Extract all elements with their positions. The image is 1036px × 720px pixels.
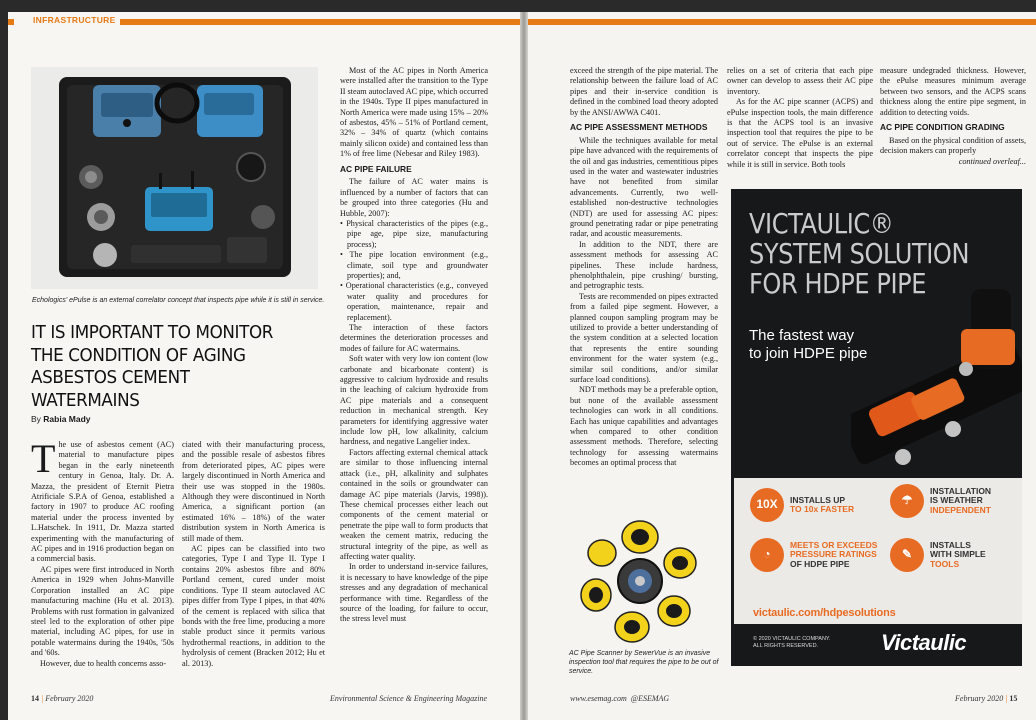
paragraph: While the techniques available for metal pipe have advanced with the requirements of the oil and gas industries, cementitious pipes used in the water and wastewater industries have not benefited from similar advancements. Currently, two well-established non-destructive technologies (NDT) are used for assessing AC pipes: ground penetrating radar or pipe penetrating radar, and acoustic measurements. bbox=[570, 135, 718, 239]
paragraph: ciated with their manufacturing process, and the possible resale of asbestos fibres from deteriorated pipes, AC pipes were largely discontinued in North America and their use was stopped in the 1980s. Although they were discontinued in North America, a significant portion (an estimated 16% – 18%) of the water distribution system in North America is still made of them. bbox=[182, 440, 325, 543]
paragraph: NDT methods may be a preferable option, but none of the available assessment technologies can work in all conditions. Each has unique capabilities and advantages when compared to other condition assessment methods. Therefore, selecting technology for assessing watermains becomes an optimal process that bbox=[570, 385, 718, 468]
paragraph: The interaction of these factors determines the deterioration processes and modes of failure for AC watermains. bbox=[340, 323, 488, 353]
wrench-icon: ✎ bbox=[890, 538, 924, 572]
weather-icon: ☂ bbox=[890, 484, 924, 518]
page-number: 14 bbox=[31, 694, 39, 703]
paragraph: The failure of AC water mains is influenced by a number of factors that can be grouped into three categories (Hu and Hubble, 2007): bbox=[340, 177, 488, 218]
feature-text: OF HDPE PIPE bbox=[790, 558, 850, 569]
paragraph: relies on a set of criteria that each pipe owner can develop to assess their AC pipe inventory. bbox=[727, 66, 873, 96]
feature-text: PRESSURE RATINGS bbox=[790, 549, 877, 560]
spine-gutter bbox=[520, 12, 528, 720]
list-item: • The pipe location environment (e.g., climate, soil type and groundwater properties); and, bbox=[340, 250, 488, 281]
continued-note[interactable]: continued overleaf... bbox=[958, 156, 1026, 166]
scanner-caption: AC Pipe Scanner by SewerVue is an invasive inspection tool that requires the pipe to be out of service. bbox=[569, 650, 719, 676]
issue-date: February 2020 bbox=[45, 694, 94, 703]
paragraph: exceed the strength of the pipe material. The relationship between the failure load of AC pipes and their in-service condition is defined in the combined load theory adopted by the ANSI/AWWA C401. bbox=[570, 66, 718, 117]
article-column-1 bbox=[31, 436, 174, 669]
paragraph: he use of asbestos cement (AC) material to manufacture pipes began in the early nineteenth century in Genoa, Italy. Dr. A. Mazza, the president of Eternit Pietra Atrificiale S.P.A of Genoa, established a factory in 1907 to produce AC roofing material under the process invented by L.Hatschek. In 1911, Dr. Mazza started experimenting with the manufacturing of AC pipes and in 1916 production began on a commercial basis. bbox=[31, 440, 174, 564]
factor-list bbox=[340, 219, 488, 323]
website[interactable]: www.esemag.com bbox=[570, 694, 627, 703]
gauge-icon: ◔ bbox=[750, 538, 784, 572]
paragraph: Most of the AC pipes in North America were installed after the transition to the Type II steam autoclaved AC pipe, which occurred in the 1940s. Type II pipes manufactured in North America were made using 15% – 20% of asbestos, 45% – 51% of Portland cement, 32% – 34% of quartz (which contains mainly silicon oxide) and contained less than 1% of free lime (Nebesar and Riley 1983). bbox=[340, 66, 489, 159]
subheading: AC PIPE CONDITION GRADING bbox=[880, 122, 1005, 133]
feature-text: INSTALLS bbox=[930, 539, 971, 550]
list-item: • Operational characteristics (e.g., conveyed water quality and procedures for operation, maintenance, repair and replacement). bbox=[340, 281, 488, 323]
article-column-5 bbox=[727, 66, 873, 170]
social-handle[interactable]: @ESEMAG bbox=[630, 694, 670, 703]
paragraph: AC pipes can be classified into two categories, Type I and Type II. Type I contains 20% asbestos fibre and 80% Portland cement, cured under moist conditions. Type II steam autoclaved AC pipes differ from Type I pipes, in that 40% of the cement is replaced with silica that bonds with the free lime, producing a more stable product since it permits various hydrothermal reactions, in addition to the hydrolysis of cement (Bracken 2012; Hu et al. 2013). bbox=[182, 544, 325, 668]
photo-caption: Echologics' ePulse is an external correlator concept that inspects pipe while it is still in service. bbox=[32, 297, 325, 304]
feature-text: TO 10x FASTER bbox=[790, 504, 855, 514]
paragraph: In addition to the NDT, there are assessment methods for assessing AC pipelines. These include hardness, phenolphthalein, pipe crushing/ bursting, and petrographic tests. bbox=[570, 239, 718, 291]
byline-prefix: By bbox=[31, 414, 41, 424]
article-headline: IT IS IMPORTANT TO MONITOR THE CONDITION OF AGING ASBESTOS CEMENT WATERMAINS bbox=[31, 322, 274, 411]
feature-speed bbox=[750, 488, 854, 522]
feature-text: INSTALLS UP bbox=[790, 494, 846, 505]
article-column-4 bbox=[570, 66, 718, 469]
victaulic-ad[interactable] bbox=[731, 189, 1022, 666]
article-column-2 bbox=[182, 440, 325, 669]
victaulic-logo: Victaulic bbox=[881, 630, 967, 655]
feature-weather bbox=[890, 484, 991, 518]
feature-text: INDEPENDENT bbox=[930, 504, 991, 515]
paragraph: measure undegraded thickness. However, the ePulse measures minimum average between two sensors, and the ACPS scans thickness along the entire pipe segment, in addition to detecting voids. bbox=[880, 66, 1026, 117]
issue-date: February 2020 bbox=[955, 694, 1004, 703]
header-rule bbox=[528, 19, 1036, 25]
paragraph: Based on the physical condition of assets, decision makers can properly bbox=[880, 135, 1026, 156]
paragraph: Soft water with very low ion content (low carbonate and bicarbonate content) is aggressive to calcium hydroxide and results in the leaching of calcium hydroxide from AC pipe materials and a consequent reduction in mechanical strength. Key parameters for identifying aggressive water include low pH, low alkalinity, calcium hardness, and negative Langelier index. bbox=[340, 354, 488, 447]
right-folio bbox=[955, 694, 1017, 703]
feature-tools bbox=[890, 538, 986, 572]
ad-subtitle-line: The fastest way bbox=[749, 327, 855, 344]
list-item: • Physical characteristics of the pipes (e.g., pipe age, pipe size, manufacturing process); bbox=[340, 219, 488, 250]
separator: | bbox=[1005, 694, 1008, 703]
byline-author: Rabia Mady bbox=[43, 414, 91, 424]
feature-text: MEETS OR EXCEEDS bbox=[790, 539, 878, 550]
pipe-scanner-image bbox=[573, 517, 708, 645]
drop-cap: T bbox=[31, 436, 56, 481]
section-label: INFRASTRUCTURE bbox=[30, 15, 119, 25]
article-column-3 bbox=[340, 66, 488, 625]
left-folio bbox=[31, 694, 93, 703]
magazine-name: Environmental Science & Engineering Magazine bbox=[330, 694, 487, 703]
paragraph: Factors affecting external chemical attack are similar to those influencing internal attack (i.e., pH, alkalinity and sulphates contained in the soils or groundwater can damage AC pipe materials (Jarvis, 1998)). These chemical processes either leach out components of the cement material or penetrate the pipe wall to form products that weaken the cement matrix, reducing the structural integrity of the pipe, as well as affecting water quality. bbox=[340, 447, 488, 561]
ad-url-link[interactable]: victaulic.com/hdpesolutions bbox=[753, 607, 896, 619]
feature-text: TOOLS bbox=[930, 558, 960, 569]
ad-copyright bbox=[753, 636, 830, 649]
separator: | bbox=[41, 694, 44, 703]
copyright-line: © 2020 VICTAULIC COMPANY. bbox=[753, 636, 831, 642]
subheading: AC PIPE ASSESSMENT METHODS bbox=[570, 122, 708, 133]
paragraph: However, due to health concerns asso- bbox=[40, 658, 167, 668]
paragraph: In order to understand in-service failures, it is necessary to have knowledge of the pipe stresses and any degradation of mechanical performance with time. Regardless of the source of the loading, for failure to occur, the stress level must bbox=[340, 562, 488, 624]
ad-subtitle bbox=[749, 327, 867, 363]
hdpe-coupling-image bbox=[851, 289, 1022, 479]
paragraph: Tests are recommended on pipes extracted from a failed pipe segment. However, a planned coupon sampling program may be utilized to provide a better understanding of the system condition at a selected location that represents the entire sounding environment for the water system (e.g., similar soil conditions, and/or similar surface load conditions). bbox=[570, 291, 718, 385]
byline bbox=[31, 414, 91, 424]
feature-text: WITH SIMPLE bbox=[930, 549, 986, 560]
right-folio-left bbox=[570, 694, 669, 703]
ten-x-icon: 10X bbox=[750, 488, 784, 522]
header-rule bbox=[120, 19, 520, 25]
feature-pressure bbox=[750, 538, 877, 572]
page-number: 15 bbox=[1009, 694, 1018, 703]
article-column-6 bbox=[880, 66, 1026, 167]
subheading: AC PIPE FAILURE bbox=[340, 163, 412, 174]
feature-text: INSTALLATION bbox=[930, 485, 992, 496]
header-rule bbox=[8, 19, 14, 25]
ad-subtitle-line: to join HDPE pipe bbox=[749, 345, 868, 362]
ad-title: VICTAULIC® SYSTEM SOLUTION FOR HDPE PIPE bbox=[749, 207, 970, 301]
epulse-photo bbox=[31, 67, 318, 289]
copyright-line: ALL RIGHTS RESERVED. bbox=[753, 642, 819, 649]
paragraph: As for the AC pipe scanner (ACPS) and ePulse inspection tools, the main difference is that the ACPS tool is an invasive inspection tool that requires the pipe to be out of service. The ePulse is an external correlator concept that inspects the pipe while it is still in service. Both tools bbox=[727, 97, 873, 169]
feature-text: IS WEATHER bbox=[930, 495, 983, 506]
paragraph: AC pipes were first introduced in North America in 1929 when Johns-Manville Corporation installed an AC pipe manufacturing machine (Hu et al. 2013). Problems with rust formation in galvanized steel led to the exploration of other pipe material, including AC pipes, for use in potable watermains during the 1940s, '50s and '60s. bbox=[31, 564, 174, 658]
ad-footer bbox=[731, 624, 1022, 666]
